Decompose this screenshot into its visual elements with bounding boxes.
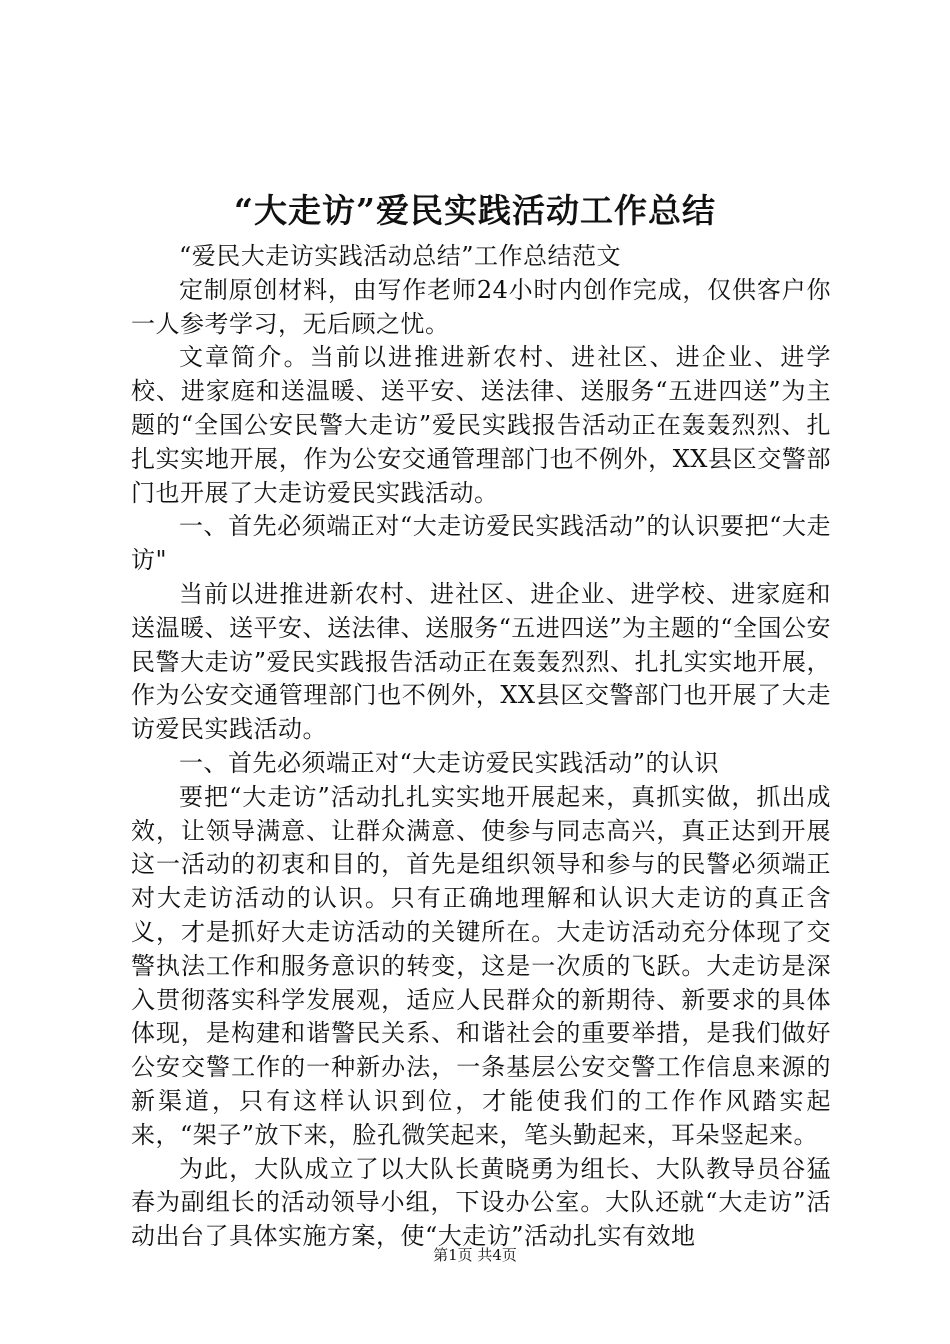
section-heading-1b: 一、首先必须端正对“大走访爱民实践活动”的认识 [179,748,720,777]
document-body [131,240,831,1254]
paragraph-context: 当前以进推进新农村、进社区、进企业、进学校、进家庭和送温暖、送平安、送法律、送服务“五进四送”为主题的“全国公安民警大走访”爱民实践报告活动正在轰轰烈烈、扎扎实实地开展，作为公安交通管理部门也不例外，XX县区交警部门也开展了大走访爱民实践活动。 [131,579,831,744]
section-heading-1a: 一、首先必须端正对“大走访爱民实践活动”的认识要把“大走访" [131,512,831,575]
paragraph-subtitle: “爱民大走访实践活动总结”工作总结范文 [179,242,622,270]
paragraph-organization: 为此，大队成立了以大队长黄晓勇为组长、大队教导员谷猛春为副组长的活动领导小组，下设办公室。大队还就“大走访”活动出台了具体实施方案，使“大走访”活动扎实有效地 [131,1154,831,1251]
paragraph-intro: 文章简介。当前以进推进新农村、进社区、进企业、进学校、进家庭和送温暖、送平安、送法律、送服务“五进四送”为主题的“全国公安民警大走访”爱民实践报告活动正在轰轰烈烈、扎扎实实地开展，作为公安交通管理部门也不例外，XX县区交警部门也开展了大走访爱民实践活动。 [131,343,831,507]
page-footer: 第1页 共4页 [433,1246,517,1264]
paragraph-understanding: 要把“大走访”活动扎扎实实地开展起来，真抓实做，抓出成效，让领导满意、让群众满意、使参与同志高兴，真正达到开展这一活动的初衷和目的，首先是组织领导和参与的民警必须端正对大走访活动的认识。只有正确地理解和认识大走访的真正含义，才是抓好大走访活动的关键所在。大走访活动充分体现了交警执法工作和服务意识的转变，这是一次质的飞跃。大走访是深入贯彻落实科学发展观，适应人民群众的新期待、新要求的具体体现，是构建和谐警民关系、和谐社会的重要举措，是我们做好公安交警工作的一种新办法，一条基层公安交警工作信息来源的新渠道，只有这样认识到位，才能使我们的工作作风踏实起来，“架子”放下来，脸孔微笑起来，笔头勤起来，耳朵竖起来。 [131,782,831,1149]
document-title: “大走访”爱民实践活动工作总结 [234,191,716,230]
paragraph-note: 定制原创材料，由写作老师24小时内创作完成，仅供客户你一人参考学习，无后顾之忧。 [131,275,831,338]
